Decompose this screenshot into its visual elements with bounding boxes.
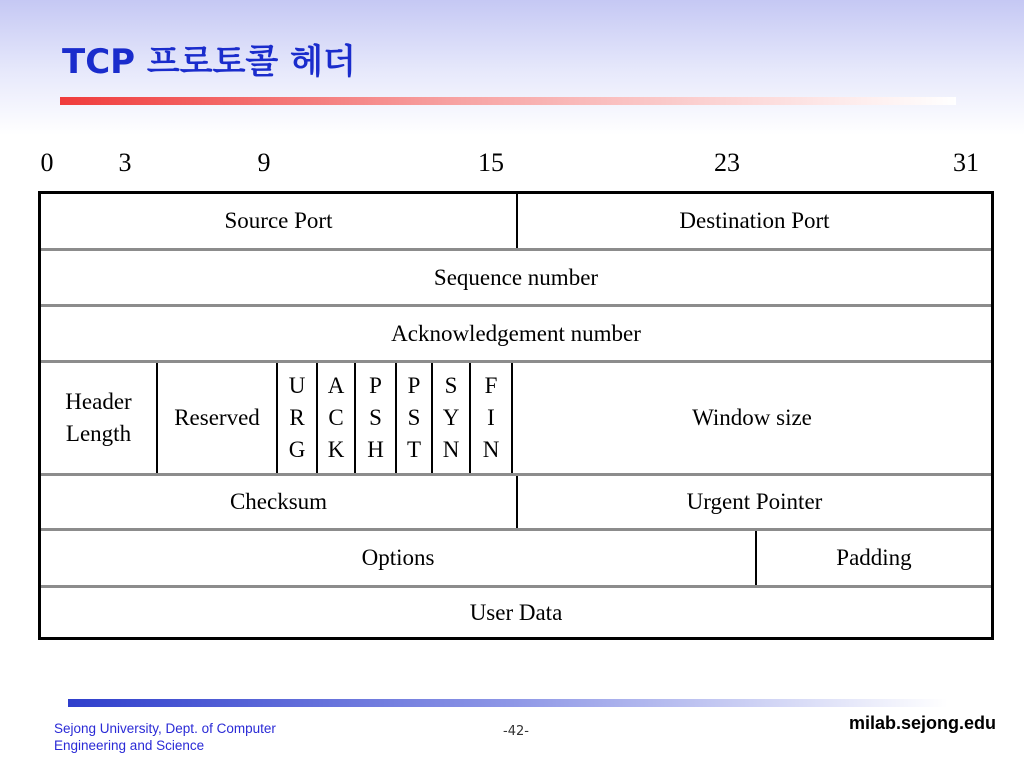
flag-psh-char-1: P: [369, 373, 382, 398]
row-ports: [41, 194, 991, 251]
flag-rst-char-1: P: [407, 373, 421, 398]
flag-psh-char-3: H: [367, 437, 384, 462]
flag-psh-char-2: S: [369, 405, 382, 430]
footer-rule: [68, 699, 948, 707]
field-destination-port: Destination Port: [679, 208, 830, 233]
bit-label-23: 23: [714, 148, 740, 177]
flag-syn: [433, 363, 471, 473]
flag-urg: [278, 363, 318, 473]
field-source-port: Source Port: [41, 194, 518, 248]
footer-org-line-1: Sejong University, Dept. of Computer: [54, 721, 276, 736]
header-length-line-1: Header: [65, 389, 132, 414]
field-user-data: User Data: [469, 599, 563, 625]
tcp-header-diagram: [38, 191, 994, 640]
page-number: -42-: [503, 724, 529, 739]
row-control: [41, 363, 991, 476]
field-header-length: [41, 363, 158, 473]
row-user-data: [41, 588, 991, 637]
row-checksum: [41, 476, 991, 531]
flag-ack-char-2: C: [328, 405, 344, 430]
row-ack: [41, 307, 991, 363]
bit-label-31: 31: [953, 148, 979, 177]
field-sequence-number: Sequence number: [433, 264, 599, 290]
flag-urg-char-1: U: [288, 373, 306, 398]
field-reserved: Reserved: [158, 363, 278, 473]
flag-fin-char-2: I: [487, 405, 495, 430]
flag-psh: [356, 363, 397, 473]
footer-organization: [54, 720, 334, 754]
flag-syn-char-1: S: [444, 373, 458, 398]
slide-title: TCP 프로토콜 헤더: [62, 42, 356, 82]
field-ack-number: Acknowledgement number: [391, 320, 641, 346]
flag-rst-char-2: S: [407, 405, 421, 430]
flag-ack-char-1: A: [327, 373, 345, 398]
bit-label-3: 3: [118, 148, 132, 177]
footer-org-line-2: Engineering and Science: [54, 738, 205, 753]
flag-rst-char-3: T: [406, 437, 422, 462]
bit-label-0: 0: [40, 148, 54, 177]
bit-scale: [0, 0, 1024, 190]
flag-ack: [318, 363, 356, 473]
header-length-line-2: Length: [65, 421, 132, 446]
field-urgent-pointer: Urgent Pointer: [686, 489, 823, 514]
flag-fin-char-1: F: [484, 373, 498, 398]
row-sequence: [41, 251, 991, 307]
field-options: Options: [41, 531, 757, 585]
bit-label-15: 15: [478, 148, 504, 177]
flag-fin-char-3: N: [482, 437, 500, 462]
flag-syn-char-3: N: [442, 437, 460, 462]
row-options: [41, 531, 991, 588]
flag-urg-char-3: G: [288, 437, 306, 462]
field-window-size: Window size: [692, 405, 812, 430]
flag-syn-char-2: Y: [442, 405, 460, 430]
flag-rst: [397, 363, 433, 473]
footer-site-url: milab.sejong.edu: [848, 713, 996, 733]
field-padding: Padding: [836, 545, 912, 570]
bit-label-9: 9: [257, 148, 271, 177]
field-checksum: Checksum: [41, 476, 518, 528]
flag-urg-char-2: R: [289, 405, 305, 430]
flag-fin: [471, 363, 513, 473]
flag-ack-char-3: K: [327, 437, 345, 462]
